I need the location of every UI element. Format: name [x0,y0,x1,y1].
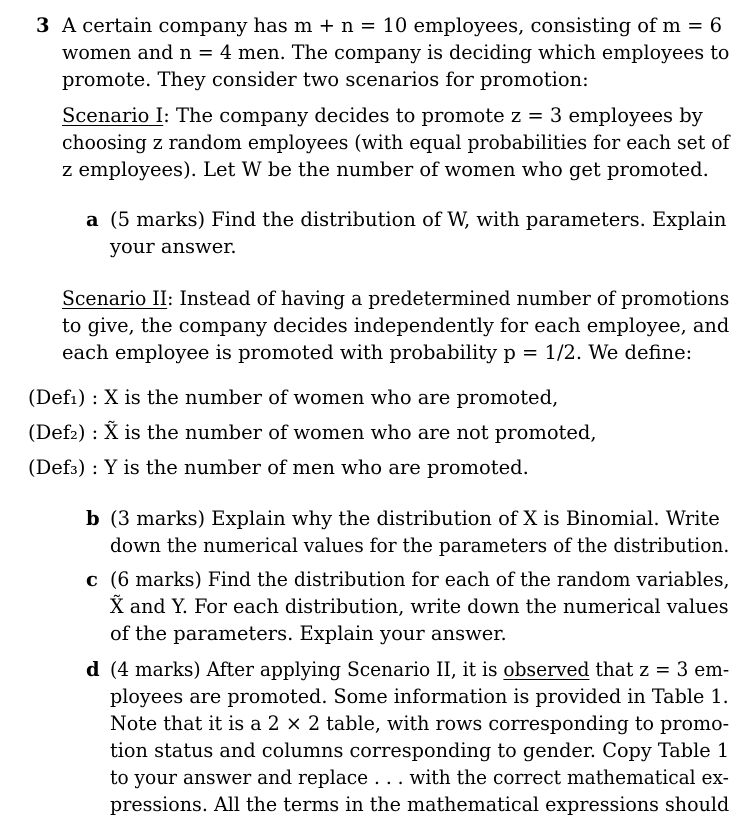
scenario1-line-1: : The company decides to promote z = 3 employees by [163,104,703,127]
part-d-letter: d [86,658,100,681]
part-a-line-1: (5 marks) Find the distribution of W, with parameters. Explain [110,208,727,231]
part-a-line-2: your answer. [110,235,237,258]
scenario1-line-3: z employees). Let W be the number of women who get promoted. [62,158,709,181]
scenario1-line-2: choosing z random employees (with equal probabilities for each set of [62,131,730,154]
scenario2-first-line [62,286,729,312]
problem-number: 3 [36,14,50,37]
part-a-letter: a [86,208,99,231]
definition-3: (Def₃) : Y is the number of men who are promoted. [28,456,529,479]
part-d-line-3: Note that it is a 2 × 2 table, with rows corresponding to promo- [110,712,730,735]
part-c-letter: c [86,568,98,591]
intro-line-2: women and n = 4 men. The company is deciding which employees to [62,41,730,64]
part-d-first-line [110,657,729,683]
scenario2-label: Scenario II [62,287,168,310]
part-d-first-pre: (4 marks) After applying Scenario II, it is [110,658,504,681]
scenario2-line-1: : Instead of having a predetermined number of promotions [167,287,730,310]
scenario2-line-3: each employee is promoted with probability p = 1/2. We define: [62,341,693,364]
part-c-line-2: X̃ and Y. For each distribution, write down the numerical values [110,595,729,618]
part-d-line-5: to your answer and replace . . . with the correct mathematical ex- [110,766,729,789]
part-d-first-post: that z = 3 em- [589,658,730,681]
part-b-line-1: (3 marks) Explain why the distribution of X is Binomial. Write [110,507,720,530]
part-c-line-1: (6 marks) Find the distribution for each of the random variables, [110,568,730,591]
part-d-line-6: pressions. All the terms in the mathematical expressions should [110,793,730,816]
scenario2-line-2: to give, the company decides independently for each employee, and [62,314,730,337]
scenario1-label: Scenario I [62,104,164,127]
part-b-line-2: down the numerical values for the parameters of the distribution. [110,534,730,557]
intro-line-1: A certain company has m + n = 10 employees, consisting of m = 6 [62,14,723,37]
scenario1-first-line [62,103,703,129]
part-d-observed: observed [503,658,590,681]
part-c-line-3: of the parameters. Explain your answer. [110,622,507,645]
part-d-line-4: tion status and columns corresponding to gender. Copy Table 1 [110,739,730,762]
part-b-letter: b [86,507,100,530]
definition-1: (Def₁) : X is the number of women who are promoted, [28,386,559,409]
definition-2: (Def₂) : X̃ is the number of women who are not promoted, [28,421,597,444]
intro-line-3: promote. They consider two scenarios for promotion: [62,68,589,91]
part-d-line-2: ployees are promoted. Some information is provided in Table 1. [110,685,729,708]
